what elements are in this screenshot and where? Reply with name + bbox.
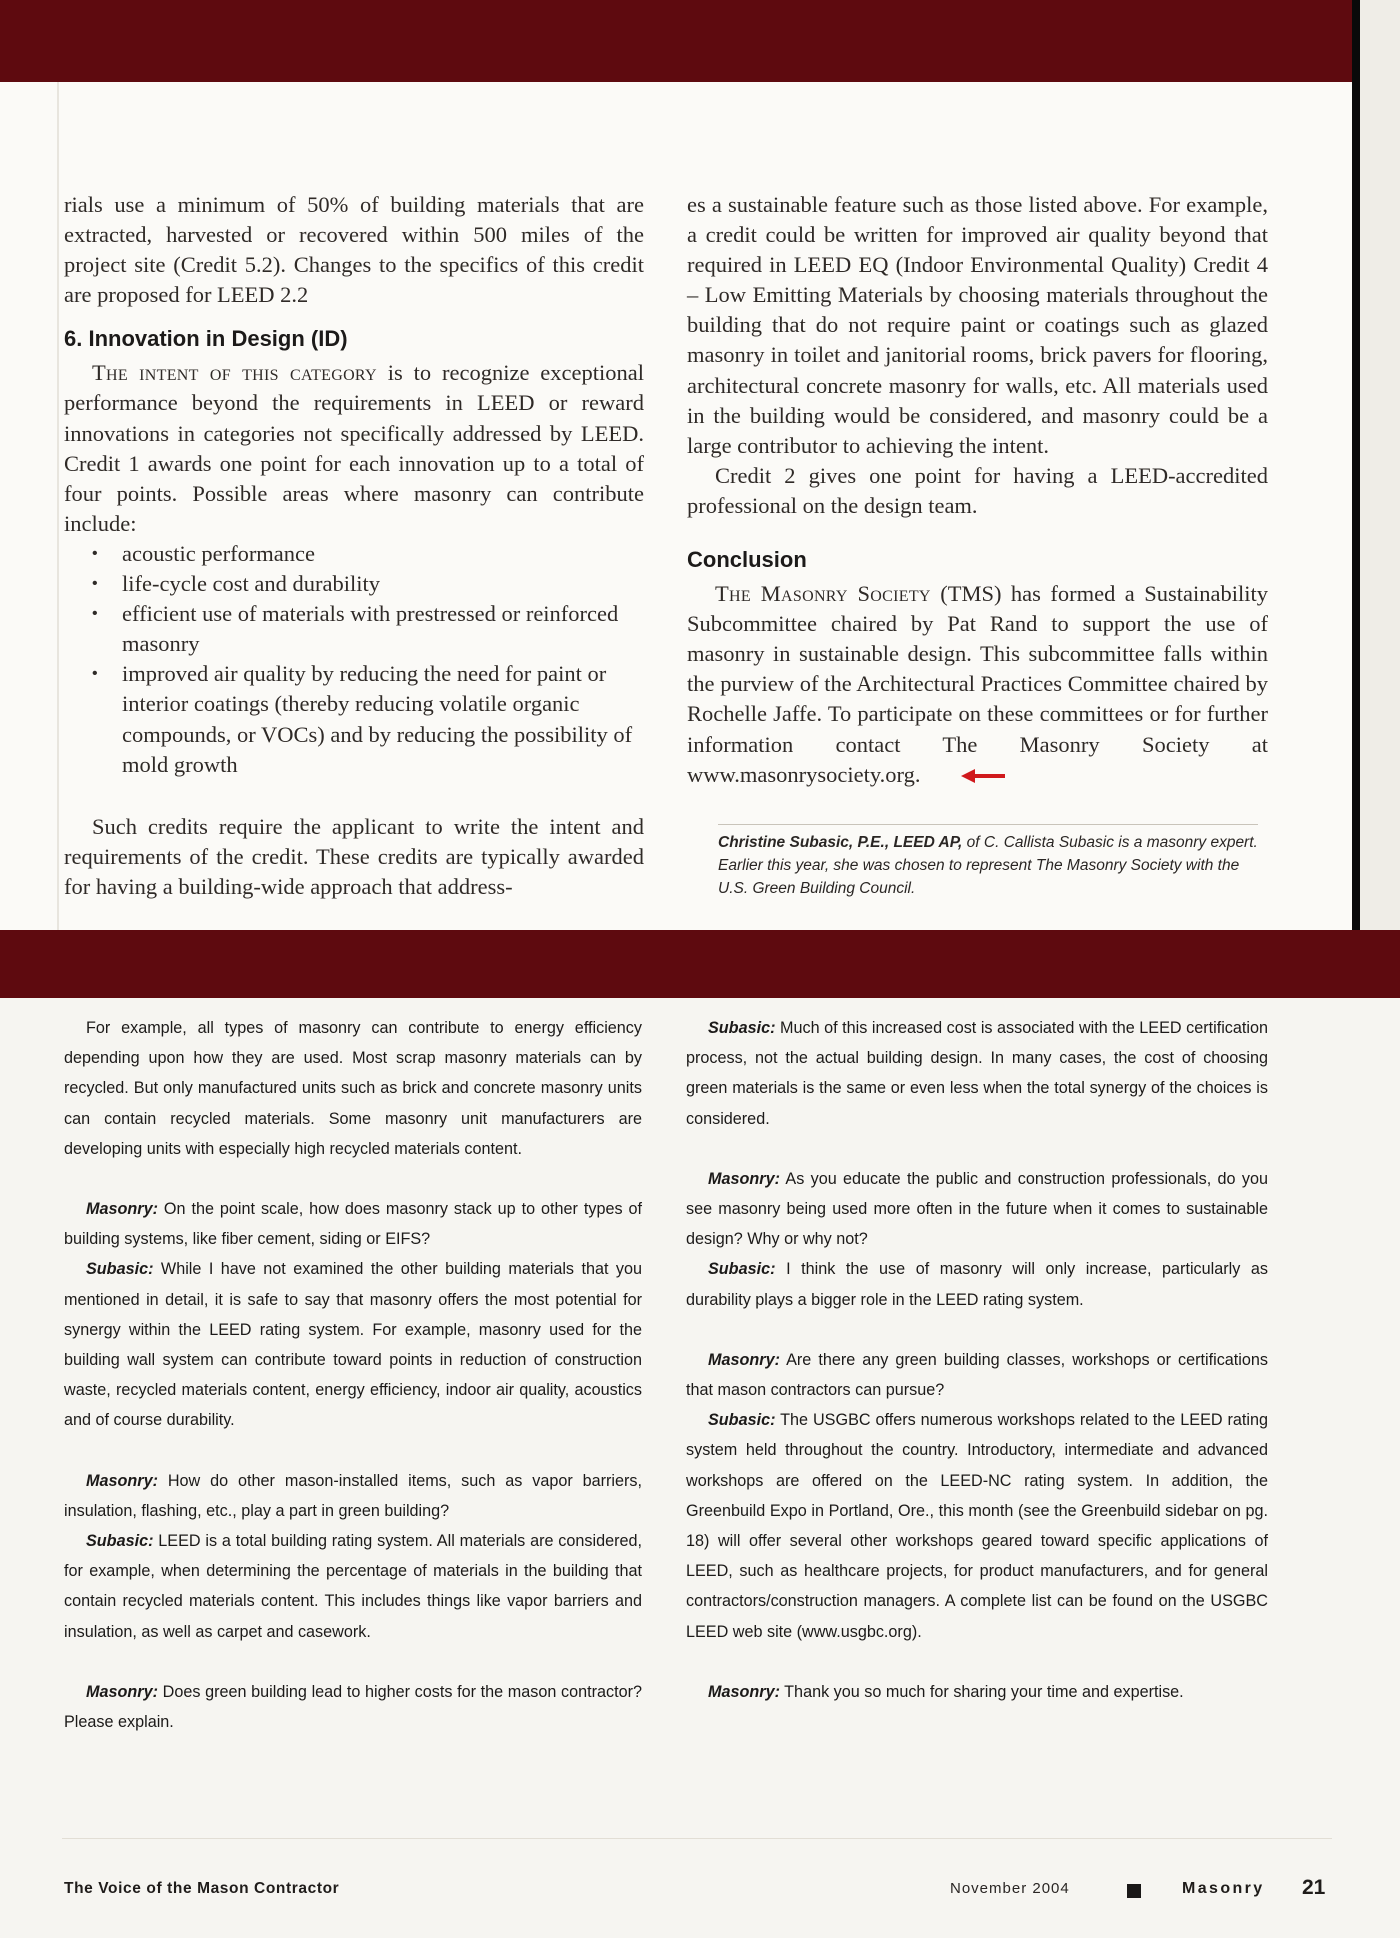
answer [686, 1405, 1268, 1647]
paragraph [687, 579, 1268, 791]
top-color-band [0, 0, 1360, 82]
middle-color-band [0, 930, 1400, 998]
author-bio [718, 824, 1258, 900]
question-text: Does green building lead to higher costs for the mason contractor? Please explain. [64, 1682, 642, 1732]
page-edge-strip [1360, 0, 1400, 930]
section-heading-conclusion: Conclusion [687, 547, 807, 573]
contribution-list [64, 539, 644, 780]
list-item: • improved air quality by reducing the need for paint or interior coatings (thereby reducing volatile organic compounds, or VOCs) and by reducing the possibility of mold growth [64, 659, 644, 779]
paragraph: es a sustainable feature such as those listed above. For example, a credit could be written for improved air quality beyond that required in LEED EQ (Indoor Environmental Quality) Credit 4 – Low Emitting Materials by choosing materials throughout the building that do not require paint or coatings such as glazed masonry in toilet and janitorial rooms, brick pavers for flooring, architectural concrete masonry for walls, etc. All materials used in the building would be considered, and masonry could be a large contributor to achieving the intent. [687, 192, 1268, 458]
page-number: 21 [1302, 1876, 1326, 1899]
speaker-label: Subasic: [708, 1411, 776, 1430]
lead-in: The intent of this category [92, 360, 377, 386]
paragraph: Such credits require the applicant to write the intent and requirements of the credit. These credits are typically awarded for having a building-wide approach that address- [64, 813, 644, 899]
footer-magazine-name: Masonry [1182, 1880, 1265, 1897]
question-text: On the point scale, how does masonry stack up to other types of building systems, like fiber cement, siding or EIFS? [64, 1200, 642, 1249]
paragraph: rials use a minimum of 50% of building materials that are extracted, harvested or recovered within 500 miles of the project site (Credit 5.2). Changes to the specifics of this credit are proposed for LEED 2.2 [64, 192, 644, 308]
paragraph-text: (TMS) has formed a Sustainability Subcommittee chaired by Pat Rand to support the use of masonry in sustainable design. This subcommittee falls within the purview of the Architectural Practices Committee chaired by Rochelle Jaffe. To participate on these committees or for further information contact The Masonry Society at www.masonrysociety.org. [687, 581, 1268, 787]
list-item: • efficient use of materials with prestressed or reinforced masonry [64, 599, 644, 659]
speaker-label: Masonry: [708, 1169, 780, 1188]
question-text: Thank you so much for sharing your time and expertise. [779, 1682, 1184, 1701]
interview-column-left [64, 1013, 642, 1737]
paragraph-text: is to recognize exceptional performance beyond the requirements in LEED or reward innovations in categories not specifically addressed by LEED. Credit 1 awards one point for each innovation up to a total of four points. Possible areas where masonry can contribute include: [64, 360, 645, 536]
paragraph [64, 358, 644, 539]
paragraph: Credit 2 gives one point for having a LEED-accredited professional on the design team. [687, 462, 1268, 518]
answer [64, 1526, 642, 1647]
answer-text: Much of this increased cost is associated with the LEED certification process, not the actual building design. In many cases, the cost of choosing green materials is the same or even less when the total synergy of the choices is considered. [686, 1019, 1268, 1128]
interview-column-right [686, 1013, 1268, 1707]
answer [686, 1254, 1268, 1314]
answer-text: While I have not examined the other building materials that you mentioned in detail, it is safe to say that masonry offers the most potential for synergy within the LEED rating system. For example, masonry used for the building wall system can contribute toward points in reduction of construction waste, recycled materials content, energy efficiency, indoor air quality, acoustics and of course durability. [64, 1260, 642, 1430]
lead-in: The Masonry Society [715, 581, 931, 607]
author-name: Christine Subasic, P.E., LEED AP, [718, 834, 963, 851]
footer-date: November 2004 [950, 1880, 1070, 1897]
author-bio-text: of C. Callista Subasic is a masonry expert. Earlier this year, she was chosen to represent The Masonry Society with the U.S. Green Building Council. [718, 834, 1258, 897]
speaker-label: Masonry: [86, 1200, 158, 1219]
speaker-label: Subasic: [86, 1260, 154, 1279]
footer-tagline: The Voice of the Mason Contractor [64, 1880, 340, 1897]
question [686, 1164, 1268, 1255]
question-text: How do other mason-installed items, such as vapor barriers, insulation, flashing, etc., play a part in green building? [64, 1471, 642, 1520]
answer [64, 1254, 642, 1435]
question [64, 1466, 642, 1526]
question [686, 1677, 1268, 1707]
section-heading-innovation: 6. Innovation in Design (ID) [64, 326, 348, 352]
speaker-label: Masonry: [708, 1682, 780, 1701]
speaker-label: Subasic: [86, 1532, 154, 1551]
article-column-right [687, 190, 1268, 791]
footer-divider [62, 1838, 1332, 1839]
article-column-left [64, 190, 644, 902]
list-item: • life-cycle cost and durability [64, 569, 644, 599]
speaker-label: Masonry: [708, 1350, 780, 1369]
answer-text: The USGBC offers numerous workshops related to the LEED rating system held throughout the country. Introductory, intermediate and advanced workshops are offered on the LEED-NC rating system. In addition, the Greenbuild Expo in Portland, Ore., this month (see the Greenbuild sidebar on pg. 18) will offer several other workshops geared toward specific applications of LEED, such as healthcare projects, for product manufacturers, and for general contractors/construction managers. A complete list can be found on the USGBC LEED web site (www.usgbc.org). [686, 1411, 1268, 1641]
answer-text: I think the use of masonry will only increase, particularly as durability plays a bigger role in the LEED rating system. [686, 1260, 1268, 1309]
list-item: • acoustic performance [64, 539, 644, 569]
question [686, 1345, 1268, 1405]
speaker-label: Subasic: [708, 1019, 776, 1037]
footer-square-icon [1127, 1884, 1141, 1898]
question [64, 1677, 642, 1737]
answer-text: LEED is a total building rating system. All materials are considered, for example, when determining the percentage of materials in the building that contain recycled materials content. This includes things like vapor barriers and insulation, as well as carpet and casework. [64, 1532, 642, 1641]
speaker-label: Masonry: [86, 1471, 158, 1490]
page-fold-shadow [57, 82, 59, 930]
end-arrow-icon [933, 761, 1005, 791]
question-text: As you educate the public and construction professionals, do you see masonry being used more often in the future when it comes to sustainable design? Why or why not? [686, 1169, 1268, 1249]
answer [686, 1013, 1268, 1134]
speaker-label: Masonry: [86, 1682, 158, 1701]
question [64, 1194, 642, 1254]
page-edge-shadow [1352, 0, 1360, 942]
speaker-label: Subasic: [708, 1260, 776, 1279]
answer: For example, all types of masonry can contribute to energy efficiency depending upon how they are used. Most scrap masonry materials can by recycled. But only manufactured units such as brick and concrete masonry units can contain recycled materials. Some masonry unit manufacturers are developing units with especially high recycled materials content. [64, 1019, 642, 1158]
question-text: Are there any green building classes, workshops or certifications that mason contractors can pursue? [686, 1350, 1268, 1400]
